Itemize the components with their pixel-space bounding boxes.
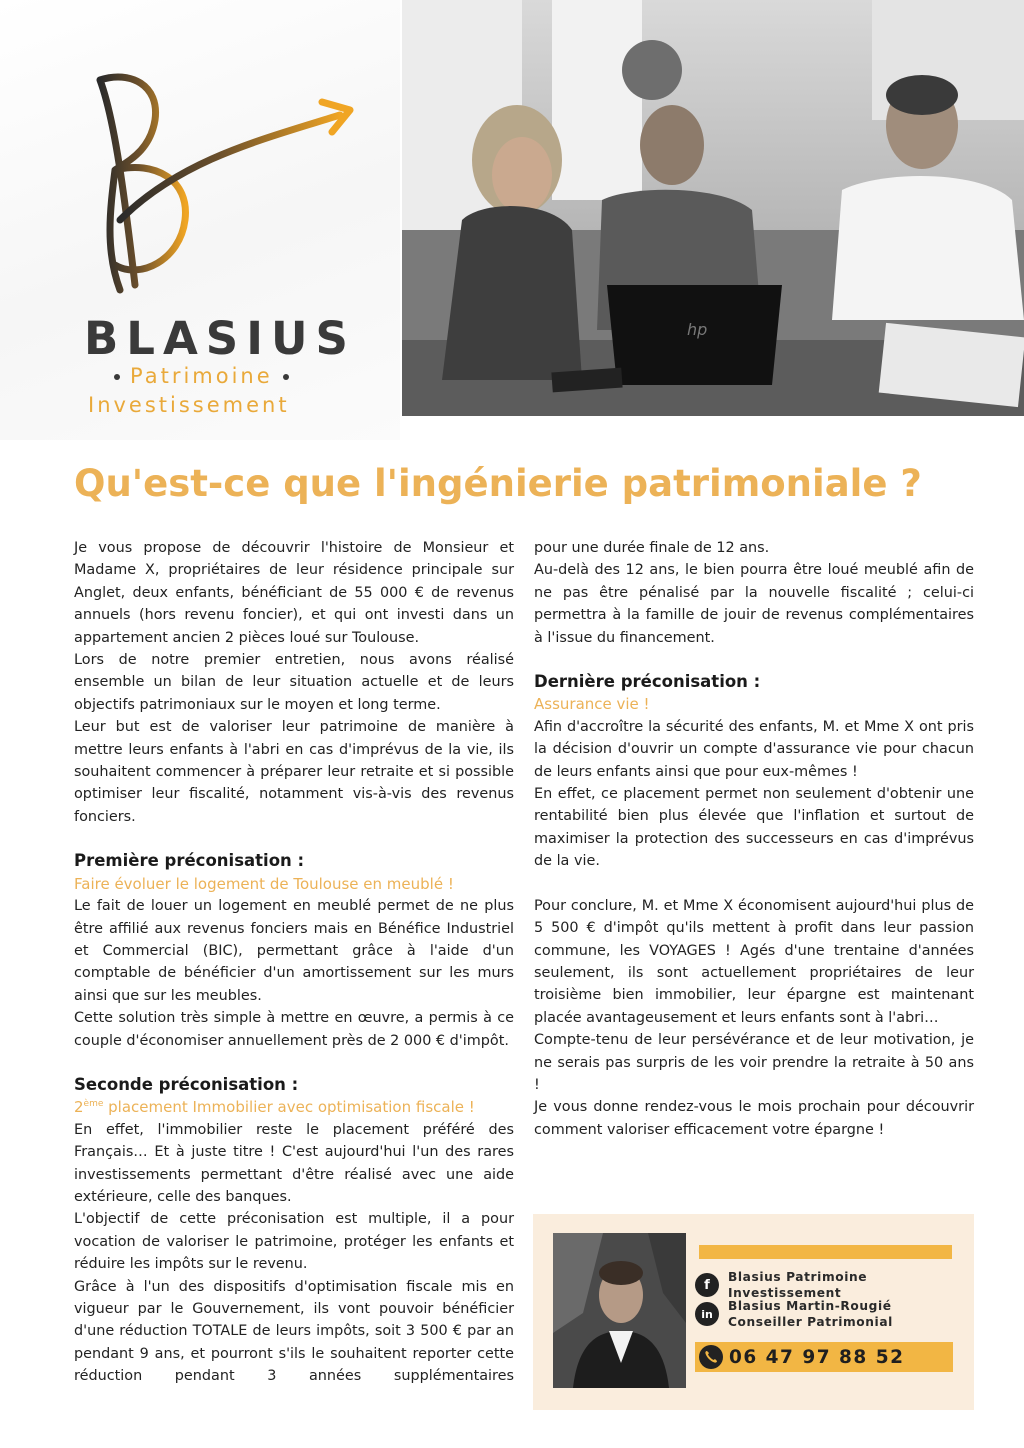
advisor-photo-illustration	[553, 1233, 686, 1388]
section-subtitle-first: Faire évoluer le logement de Toulouse en meublé !	[74, 874, 454, 893]
section-subtitle-last: Assurance vie !	[534, 695, 650, 714]
page-title: Qu'est-ce que l'ingénierie patrimoniale ?	[74, 462, 922, 505]
advisor-info	[728, 1298, 893, 1330]
dot-icon	[114, 374, 120, 380]
facebook-row[interactable]	[695, 1269, 974, 1301]
left-column	[74, 537, 514, 1388]
section-paragraph: Cette solution très simple à mettre en œuvre, a permis à ce couple d'économiser annuellement près de 2 000 € d'impôt.	[74, 1010, 514, 1049]
section-heading-last: Dernière préconisation :	[534, 672, 761, 692]
facebook-label[interactable]: Blasius Patrimoine Investissement	[728, 1270, 868, 1300]
logo-area	[0, 0, 400, 440]
section-heading-first: Première préconisation :	[74, 851, 305, 871]
conclusion-paragraph: Compte-tenu de leur persévérance et de leur motivation, je ne serais pas surpris de les voir prendre la retraite à 50 ans !	[534, 1032, 974, 1093]
brand-subtitle-2: Investissement	[88, 393, 290, 417]
advisor-photo	[553, 1233, 686, 1388]
contact-card	[533, 1214, 974, 1410]
advisor-name: Blasius Martin-Rougié	[728, 1299, 892, 1313]
continuation-paragraph: Au-delà des 12 ans, le bien pourra être loué meublé afin de ne pas être pénalisé par la nouvelle fiscalité ; celui-ci permettra à la famille de jouir de revenus complémentaires à l'issue du financement.	[534, 562, 974, 646]
intro-paragraph: Leur but est de valoriser leur patrimoine de manière à mettre leurs enfants à l'abri en cas d'imprévus de la vie, ils souhaitent commencer à préparer leur retraite et si possible optimiser leur fiscalité, notamment vis-à-vis des revenus fonciers.	[74, 719, 514, 825]
section-paragraph: Grâce à l'un des dispositifs d'optimisation fiscale mis en vigueur par le Gouvernement, ils vont pouvoir bénéficier d'une réduction TOTALE de leurs impôts, soit 3 500 € par an pendant 9 ans, et pourront s'ils le souhaitent reporter cette réduction pendant 3 années supplémentaires	[74, 1278, 514, 1385]
linkedin-row[interactable]	[695, 1298, 893, 1330]
intro-paragraph: Je vous propose de découvrir l'histoire de Monsieur et Madame X, propriétaires de leur résidence principale sur Anglet, deux enfants, bénéficiant de 55 000 € de revenus annuels (hors revenu foncier), et qui ont investi dans un appartement ancien 2 pièces loué sur Toulouse.	[74, 540, 514, 646]
phone-icon	[699, 1345, 723, 1369]
phone-bar[interactable]	[695, 1342, 953, 1372]
svg-text:hp: hp	[687, 320, 708, 339]
card-accent-bar	[699, 1245, 952, 1259]
section-paragraph: Le fait de louer un logement en meublé permet de ne plus être affilié aux revenus fonciers mais en Bénéfice Industriel et Commercial (BIC), permettant grâce à l'aide d'un comptable de bénéficier d'un amortissement sur les murs ainsi que sur les meubles.	[74, 898, 514, 1004]
brand-name: BLASIUS	[84, 312, 356, 365]
advisor-role: Conseiller Patrimonial	[728, 1315, 893, 1329]
brand-subtitle-1: Patrimoine	[104, 364, 299, 388]
section-paragraph: En effet, l'immobilier reste le placement préféré des Français… Et à juste titre ! C'est aujourd'hui l'un des rares investissements permettant d'être réalisé avec une aide extérieure, celle des banques.	[74, 1121, 514, 1205]
phone-number[interactable]: 06 47 97 88 52	[729, 1346, 905, 1368]
intro-paragraph: Lors de notre premier entretien, nous avons réalisé ensemble un bilan de leur situation actuelle et de leurs objectifs patrimoniaux sur le moyen et long terme.	[74, 652, 514, 713]
blasius-logo-mark	[60, 60, 380, 300]
meeting-photo	[402, 0, 1024, 416]
right-column	[534, 537, 974, 1141]
conclusion-paragraph: Je vous donne rendez-vous le mois prochain pour découvrir comment valoriser efficacement votre épargne !	[534, 1099, 974, 1138]
section-paragraph: En effet, ce placement permet non seulement d'obtenir une rentabilité bien plus élevée que l'inflation et surtout de maximiser la protection des successeurs en cas d'imprévus de la vie.	[534, 786, 974, 870]
meeting-photo-illustration	[402, 0, 1024, 416]
dot-icon	[283, 374, 289, 380]
section-subtitle-second: 2ème placement Immobilier avec optimisation fiscale !	[74, 1098, 475, 1117]
conclusion-paragraph: Pour conclure, M. et Mme X économisent aujourd'hui plus de 5 500 € d'impôt qu'ils mettent à profit dans leur passion commune, les VOYAGES ! Agés d'une trentaine d'années seulement, ils sont actuellement propriétaires de leur troisième bien immobilier, leur épargne est maintenant placée avantageusement et leurs enfants sont à l'abri…	[534, 897, 974, 1026]
continuation-paragraph: pour une durée finale de 12 ans.	[534, 540, 770, 556]
section-paragraph: Afin d'accroître la sécurité des enfants, M. et Mme X ont pris la décision d'ouvrir un compte d'assurance vie pour chacun de leurs enfants ainsi que pour eux-mêmes !	[534, 718, 974, 780]
facebook-icon[interactable]: f	[695, 1273, 719, 1297]
linkedin-icon[interactable]: in	[695, 1302, 719, 1326]
section-heading-second: Seconde préconisation :	[74, 1074, 299, 1094]
section-paragraph: L'objectif de cette préconisation est multiple, il a pour vocation de valoriser le patrimoine, protéger les enfants et réduire les impôts sur le revenu.	[74, 1211, 514, 1273]
